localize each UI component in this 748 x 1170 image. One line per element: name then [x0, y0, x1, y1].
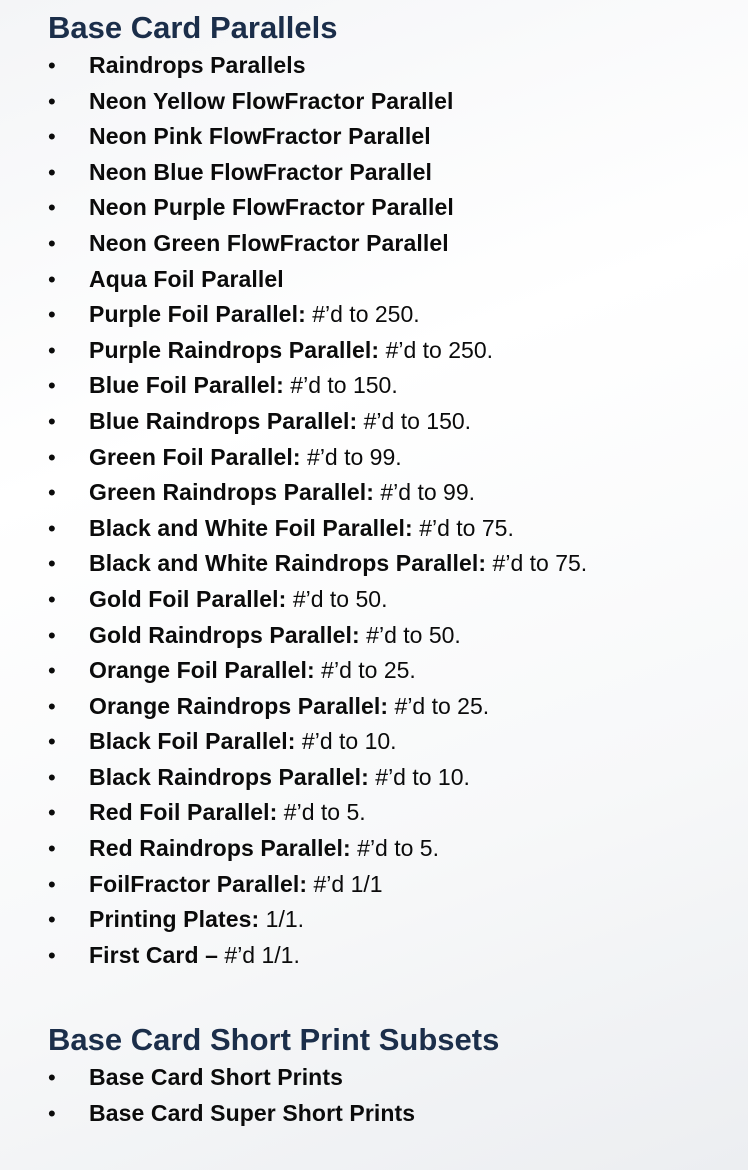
- list-item: [48, 368, 738, 404]
- item-label: Green Foil Parallel:: [89, 443, 301, 470]
- item-detail: #’d to 5.: [277, 799, 366, 826]
- item-label: Blue Raindrops Parallel:: [89, 407, 358, 434]
- list-item: [48, 618, 738, 654]
- item-label: Neon Green FlowFractor Parallel: [89, 229, 449, 256]
- list-item: [48, 155, 738, 191]
- item-detail: #’d 1/1.: [218, 941, 300, 968]
- item-label: Neon Blue FlowFractor Parallel: [89, 158, 432, 185]
- list-item: [48, 938, 738, 974]
- item-detail: #’d to 50.: [286, 585, 388, 612]
- bullet-icon: •: [48, 871, 56, 897]
- list-item: [48, 190, 738, 226]
- list-item: [48, 119, 738, 155]
- list-item: [48, 795, 738, 831]
- item-label: Blue Foil Parallel:: [89, 372, 284, 399]
- item-label: Black and White Foil Parallel:: [89, 514, 413, 541]
- bullet-icon: •: [48, 693, 56, 719]
- item-label: Neon Pink FlowFractor Parallel: [89, 123, 431, 150]
- item-label: Base Card Super Short Prints: [89, 1099, 416, 1126]
- bullet-icon: •: [48, 942, 56, 968]
- list-item: [48, 48, 738, 84]
- item-label: Gold Raindrops Parallel:: [89, 621, 360, 648]
- bullet-icon: •: [48, 195, 56, 221]
- list-item: [48, 333, 738, 369]
- item-detail: #’d to 25.: [388, 692, 490, 719]
- bullet-icon: •: [48, 764, 56, 790]
- bullet-icon: •: [48, 515, 56, 541]
- item-detail: #’d to 10.: [368, 763, 470, 790]
- item-label: Printing Plates:: [89, 906, 260, 933]
- item-label: Black and White Raindrops Parallel:: [89, 550, 487, 577]
- section-heading: Base Card Short Print Subsets: [48, 1022, 500, 1057]
- short-print-list: [48, 1060, 738, 1131]
- item-label: Base Card Short Prints: [89, 1064, 343, 1090]
- item-detail: 1/1.: [259, 906, 305, 933]
- parallels-list: [48, 48, 738, 973]
- item-label: Red Raindrops Parallel:: [89, 835, 351, 862]
- bullet-icon: •: [48, 658, 56, 684]
- section-short-print-subsets: [48, 1020, 738, 1131]
- list-item: [48, 724, 738, 760]
- item-label: Black Raindrops Parallel:: [89, 763, 369, 790]
- bullet-icon: •: [48, 800, 56, 826]
- bullet-icon: •: [48, 373, 56, 399]
- item-detail: #’d 1/1: [307, 870, 383, 897]
- bullet-icon: •: [48, 53, 56, 78]
- item-label: Black Foil Parallel:: [89, 728, 296, 755]
- item-label: Gold Foil Parallel:: [89, 585, 287, 612]
- bullet-icon: •: [48, 266, 56, 292]
- bullet-icon: •: [48, 729, 56, 755]
- bullet-icon: •: [48, 302, 56, 328]
- list-item: [48, 582, 738, 618]
- list-item: [48, 475, 738, 511]
- list-item: [48, 902, 738, 938]
- item-detail: #’d to 10.: [295, 728, 397, 755]
- bullet-icon: •: [48, 124, 56, 150]
- list-item: [48, 404, 738, 440]
- item-label: Orange Foil Parallel:: [89, 657, 315, 684]
- item-detail: #’d to 50.: [359, 621, 461, 648]
- list-item: [48, 84, 738, 120]
- bullet-icon: •: [48, 480, 56, 506]
- item-detail: #’d to 150.: [283, 372, 398, 399]
- bullet-icon: •: [48, 1065, 56, 1090]
- list-item: [48, 297, 738, 333]
- item-label: Purple Raindrops Parallel:: [89, 336, 380, 363]
- item-label: Raindrops Parallels: [89, 52, 306, 78]
- bullet-icon: •: [48, 551, 56, 577]
- item-detail: #’d to 75.: [486, 550, 588, 577]
- item-label: Red Foil Parallel:: [89, 799, 278, 826]
- list-item: [48, 831, 738, 867]
- list-item: [48, 440, 738, 476]
- list-item: [48, 760, 738, 796]
- list-item: [48, 226, 738, 262]
- item-detail: #’d to 250.: [379, 336, 493, 363]
- bullet-icon: •: [48, 337, 56, 363]
- item-detail: #’d to 75.: [412, 514, 514, 541]
- list-item: [48, 1096, 738, 1132]
- item-label: Green Raindrops Parallel:: [89, 479, 374, 506]
- list-item: [48, 1060, 738, 1096]
- item-detail: #’d to 99.: [373, 479, 476, 506]
- item-label: Neon Yellow FlowFractor Parallel: [89, 87, 454, 114]
- item-label: Neon Purple FlowFractor Parallel: [89, 194, 454, 221]
- item-detail: #’d to 25.: [314, 657, 416, 684]
- list-item: [48, 653, 738, 689]
- list-item: [48, 867, 738, 903]
- bullet-icon: •: [48, 586, 56, 612]
- item-detail: #’d to 250.: [305, 301, 420, 328]
- item-label: Orange Raindrops Parallel:: [89, 692, 389, 719]
- item-detail: #’d to 150.: [357, 407, 472, 434]
- item-detail: #’d to 5.: [350, 835, 439, 862]
- bullet-icon: •: [48, 836, 56, 862]
- bullet-icon: •: [48, 159, 56, 185]
- bullet-icon: •: [48, 88, 56, 114]
- item-label: FoilFractor Parallel:: [89, 870, 308, 897]
- list-item: [48, 511, 738, 547]
- bullet-icon: •: [48, 1100, 56, 1126]
- section-base-card-parallels: [48, 8, 738, 973]
- bullet-icon: •: [48, 408, 56, 434]
- item-label: Purple Foil Parallel:: [89, 301, 306, 328]
- bullet-icon: •: [48, 444, 56, 470]
- item-label: Aqua Foil Parallel: [89, 265, 284, 292]
- list-item: [48, 689, 738, 725]
- list-item: [48, 546, 738, 582]
- bullet-icon: •: [48, 907, 56, 933]
- list-item: [48, 262, 738, 298]
- item-detail: #’d to 99.: [300, 443, 402, 470]
- item-label: First Card –: [89, 941, 219, 968]
- bullet-icon: •: [48, 230, 56, 256]
- section-heading: Base Card Parallels: [48, 10, 338, 45]
- bullet-icon: •: [48, 622, 56, 648]
